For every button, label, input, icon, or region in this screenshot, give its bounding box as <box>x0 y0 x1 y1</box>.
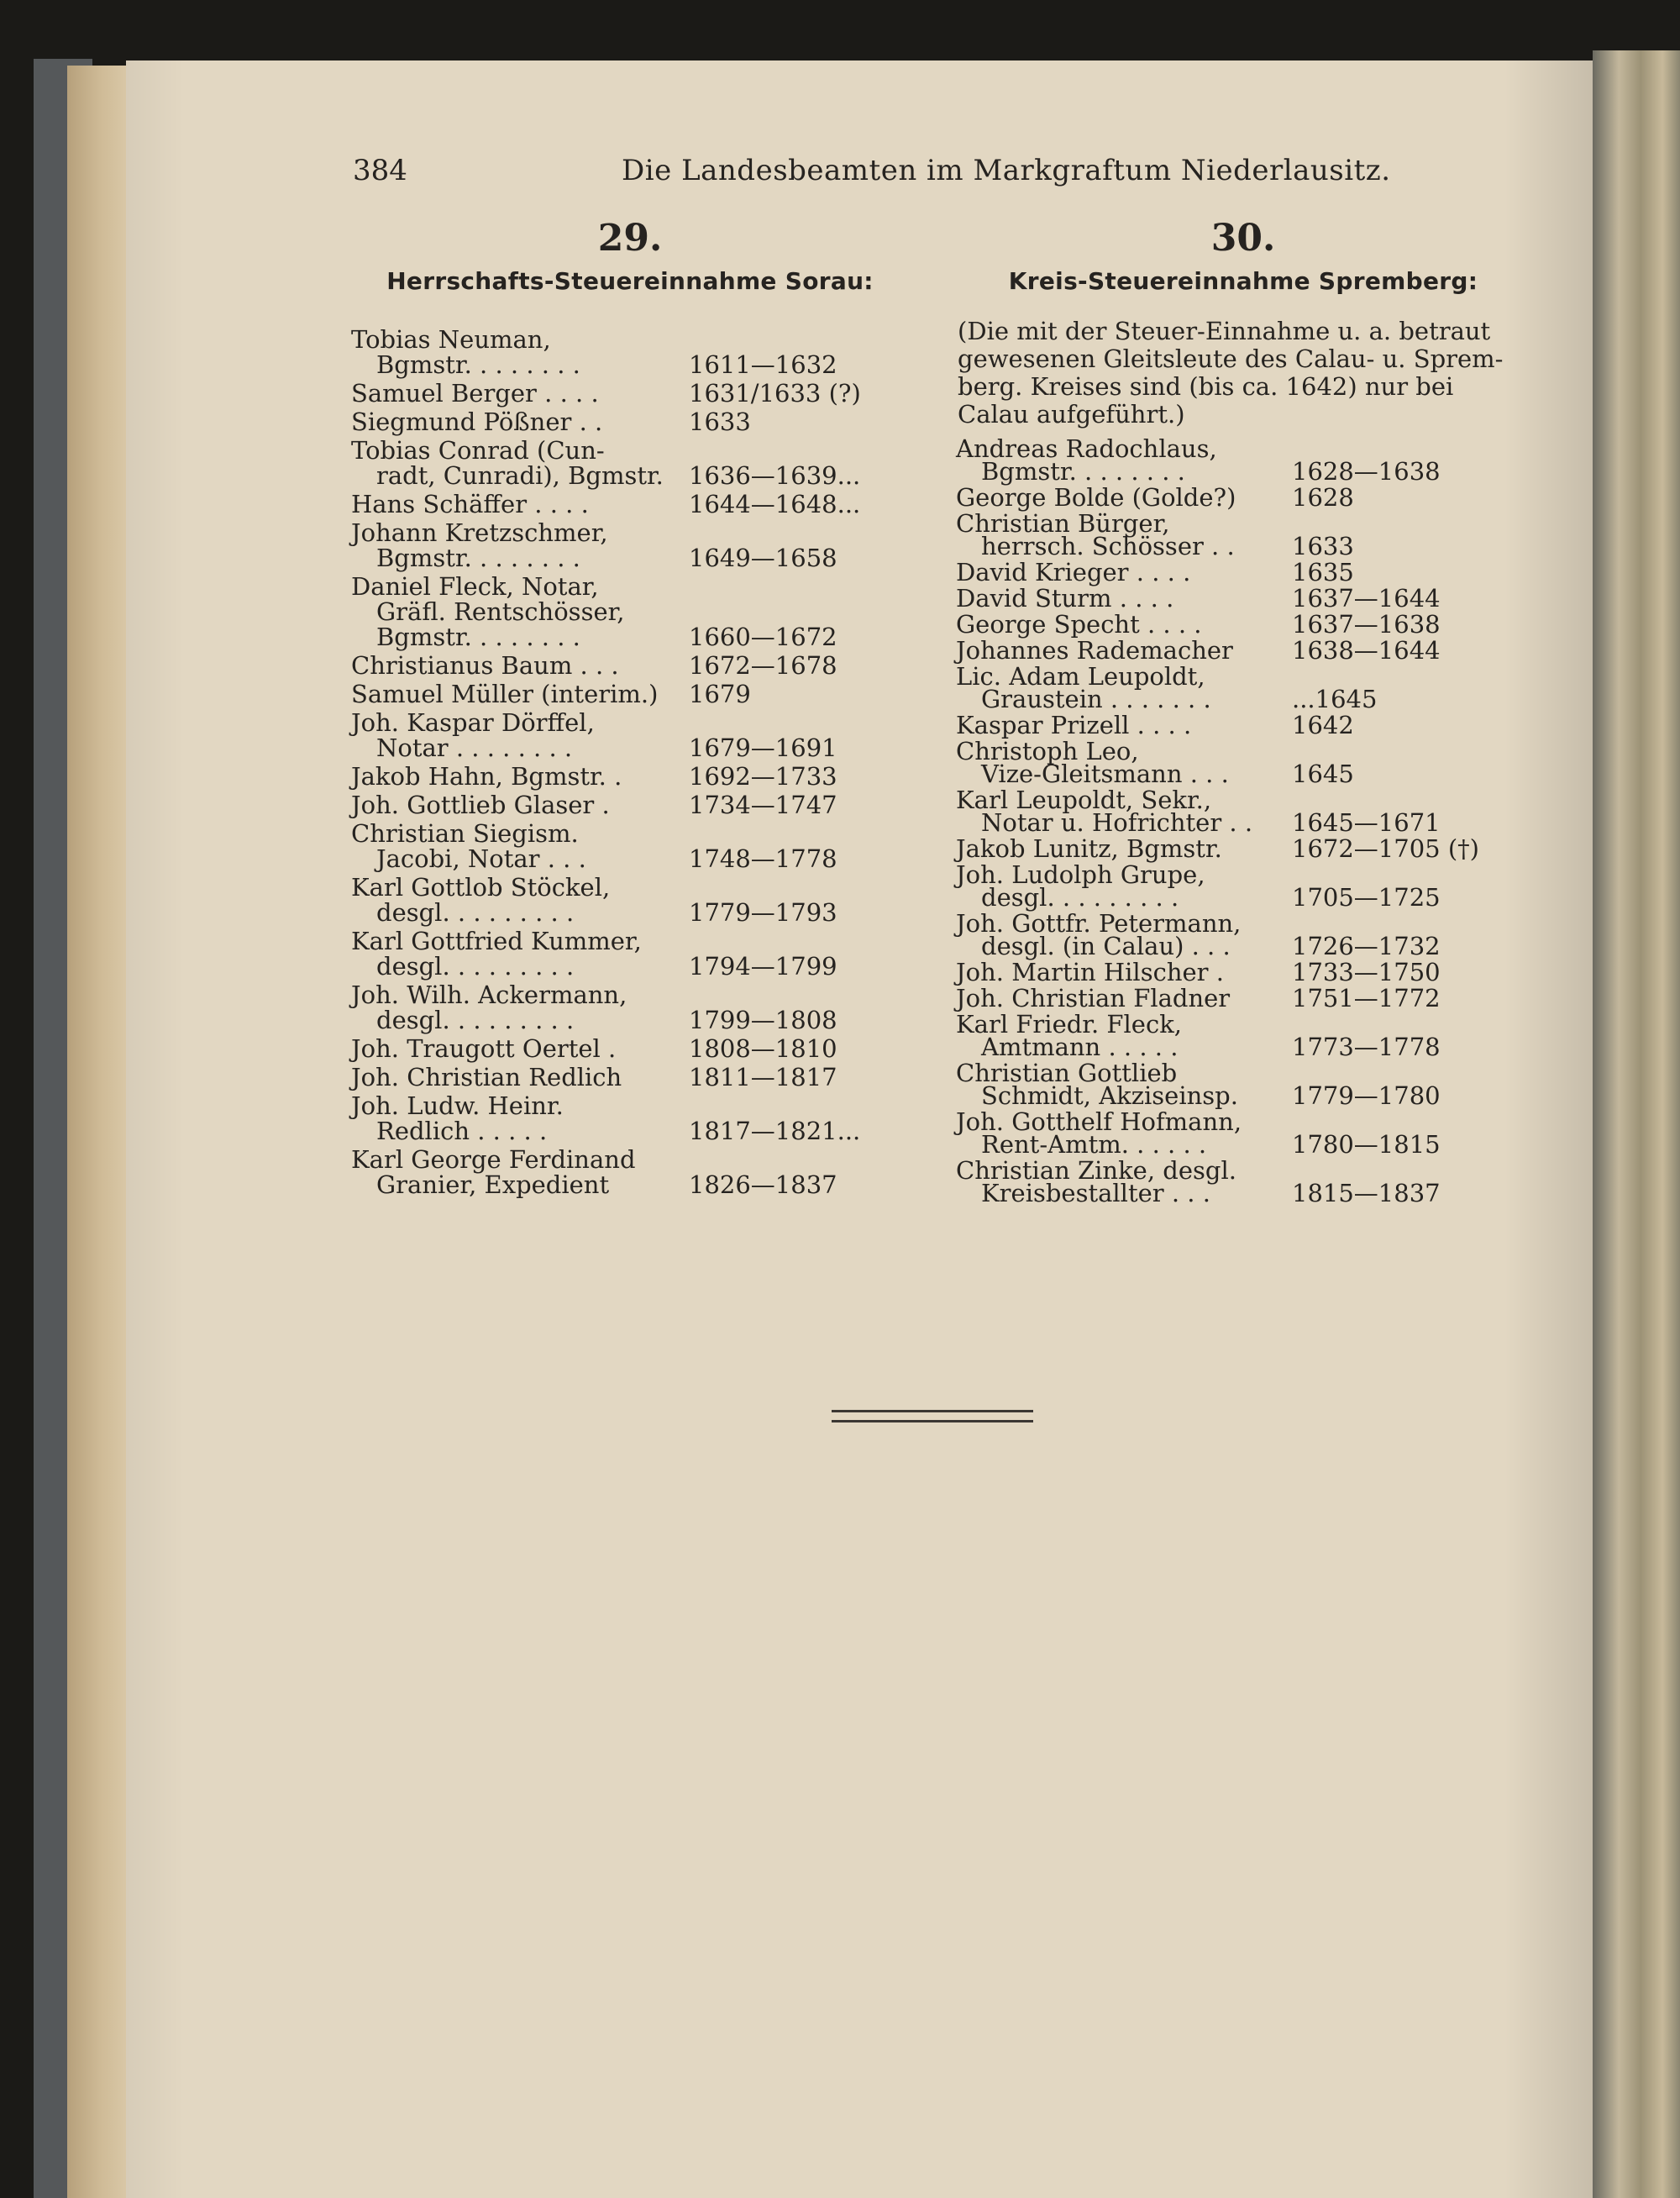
running-title: Die Landesbeamten im Markgraftum Niederlausitz. <box>622 154 1391 187</box>
entry-years: ...1645 <box>1292 685 1378 713</box>
entry-name: Joh. Gotthelf Hofmann, <box>956 1107 1242 1136</box>
entry-years: 1734—1747 <box>689 791 837 819</box>
entry-years: 1679 <box>689 680 751 708</box>
page-header <box>353 154 1588 196</box>
entry-years: 1633 <box>689 408 751 436</box>
entry-name-continuation: Bgmstr. . . . . . . . <box>376 623 580 651</box>
entry-name: Karl Friedr. Fleck, <box>956 1010 1183 1039</box>
entry-name-continuation: desgl. . . . . . . . . <box>981 883 1179 912</box>
entry-name-continuation: Redlich . . . . . <box>376 1117 548 1145</box>
entry-name-continuation: desgl. . . . . . . . . <box>376 1006 575 1034</box>
entry-name-continuation: Rent-Amtm. . . . . . <box>981 1130 1207 1159</box>
entry-name-continuation: desgl. . . . . . . . . <box>376 952 575 981</box>
note-line: Calau aufgeführt.) <box>958 400 1185 429</box>
entry-years: 1637—1638 <box>1292 610 1441 639</box>
entry-years: 1633 <box>1292 532 1354 560</box>
entry-name-continuation: desgl. . . . . . . . . <box>376 898 575 927</box>
entry-name: David Krieger . . . . <box>956 558 1191 586</box>
note-line: (Die mit der Steuer-Einnahme u. a. betraut <box>958 317 1491 345</box>
entry-name: Tobias Conrad (Cun- <box>351 436 605 465</box>
entry-years: 1642 <box>1292 711 1354 739</box>
entry-name: Christian Bürger, <box>956 509 1170 538</box>
entry-name-continuation: desgl. (in Calau) . . . <box>981 932 1231 960</box>
entry-name-continuation: Bgmstr. . . . . . . . <box>376 544 580 572</box>
note-line: gewesenen Gleitsleute des Calau- u. Sprem- <box>958 344 1504 373</box>
entry-years: 1611—1632 <box>689 350 837 379</box>
entry-years: 1660—1672 <box>689 623 837 651</box>
entry-name-continuation: Gräfl. Rentschösser, <box>376 597 625 626</box>
entry-years: 1779—1793 <box>689 898 837 927</box>
entry-name: Joh. Wilh. Ackermann, <box>351 981 627 1009</box>
entry-name: Joh. Martin Hilscher . <box>956 958 1224 986</box>
entry-name: Lic. Adam Leupoldt, <box>956 662 1205 691</box>
entry-name: Christoph Leo, <box>956 737 1139 765</box>
entry-name-continuation: Granier, Expedient <box>376 1170 610 1199</box>
section-title-sorau: Herrschafts-Steuereinnahme Sorau: <box>386 267 874 295</box>
entry-years: 1637—1644 <box>1292 584 1441 613</box>
next-page-strip <box>1593 50 1680 2198</box>
entry-years: 1679—1691 <box>689 734 837 762</box>
entry-name: Jakob Lunitz, Bgmstr. <box>956 834 1222 863</box>
entry-years: 1733—1750 <box>1292 958 1441 986</box>
entry-years: 1808—1810 <box>689 1034 837 1063</box>
entry-years: 1636—1639... <box>689 461 861 490</box>
entry-name: Tobias Neuman, <box>351 325 551 354</box>
entry-name: Johannes Rademacher <box>956 636 1233 665</box>
page-number: 384 <box>353 154 407 187</box>
entry-name: Jakob Hahn, Bgmstr. . <box>351 762 622 791</box>
entry-name-continuation: Kreisbestallter . . . <box>981 1179 1210 1207</box>
entry-years: 1811—1817 <box>689 1063 837 1091</box>
entry-years: 1817—1821... <box>689 1117 861 1145</box>
entry-name: Daniel Fleck, Notar, <box>351 572 599 601</box>
entry-years: 1645—1671 <box>1292 808 1441 837</box>
entry-years: 1672—1705 (†) <box>1292 834 1479 863</box>
entry-name: Johann Kretzschmer, <box>351 518 608 547</box>
entry-years: 1692—1733 <box>689 762 837 791</box>
entry-name: Joh. Ludw. Heinr. <box>351 1091 564 1120</box>
entry-name: Samuel Berger . . . . <box>351 379 599 408</box>
entry-years: 1748—1778 <box>689 844 837 873</box>
section-number-29: 29. <box>597 217 663 260</box>
entry-name-continuation: Bgmstr. . . . . . . . <box>376 350 580 379</box>
entry-name: Andreas Radochlaus, <box>956 434 1217 463</box>
section-divider <box>832 1410 1033 1422</box>
entry-name: George Specht . . . . <box>956 610 1202 639</box>
entry-years: 1773—1778 <box>1292 1033 1441 1061</box>
entry-years: 1631/1633 (?) <box>689 379 861 408</box>
entry-name: Joh. Gottlieb Glaser . <box>351 791 610 819</box>
entry-years: 1826—1837 <box>689 1170 837 1199</box>
entry-name-continuation: Jacobi, Notar . . . <box>376 844 586 873</box>
entry-name-continuation: Bgmstr. . . . . . . . <box>981 457 1185 486</box>
entry-name: Joh. Ludolph Grupe, <box>956 860 1205 889</box>
entry-years: 1635 <box>1292 558 1354 586</box>
entry-name: Karl George Ferdinand <box>351 1145 636 1174</box>
entry-name: Joh. Christian Redlich <box>351 1063 622 1091</box>
entry-name: Hans Schäffer . . . . <box>351 490 589 518</box>
entry-years: 1799—1808 <box>689 1006 837 1034</box>
entry-name: George Bolde (Golde?) <box>956 483 1236 512</box>
entry-name: Karl Gottfried Kummer, <box>351 927 642 955</box>
entry-name-continuation: Notar . . . . . . . . <box>376 734 573 762</box>
entry-name-continuation: Graustein . . . . . . . <box>981 685 1211 713</box>
entry-name-continuation: radt, Cunradi), Bgmstr. <box>376 461 664 490</box>
entry-name: Siegmund Pößner . . <box>351 408 603 436</box>
entry-years: 1644—1648... <box>689 490 861 518</box>
entry-name: Joh. Gottfr. Petermann, <box>956 909 1242 938</box>
entry-name: Joh. Kaspar Dörffel, <box>351 708 595 737</box>
entry-years: 1751—1772 <box>1292 984 1441 1012</box>
entry-years: 1638—1644 <box>1292 636 1441 665</box>
entry-name: David Sturm . . . . <box>956 584 1174 613</box>
entry-years: 1780—1815 <box>1292 1130 1441 1159</box>
section-title-spremberg: Kreis-Steuereinnahme Spremberg: <box>1008 267 1478 295</box>
entry-name-continuation: Notar u. Hofrichter . . <box>981 808 1253 837</box>
entry-name: Christianus Baum . . . <box>351 651 619 680</box>
entry-name-continuation: Amtmann . . . . . <box>981 1033 1179 1061</box>
entry-name-continuation: herrsch. Schösser . . <box>981 532 1235 560</box>
entry-name: Karl Gottlob Stöckel, <box>351 873 611 902</box>
entry-years: 1815—1837 <box>1292 1179 1441 1207</box>
entry-years: 1628—1638 <box>1292 457 1441 486</box>
entry-name: Joh. Traugott Oertel . <box>351 1034 617 1063</box>
entry-years: 1726—1732 <box>1292 932 1441 960</box>
spremberg-note <box>958 318 1520 429</box>
entry-years: 1672—1678 <box>689 651 837 680</box>
entry-years: 1779—1780 <box>1292 1081 1441 1110</box>
entry-name: Karl Leupoldt, Sekr., <box>956 786 1212 814</box>
entry-name: Kaspar Prizell . . . . <box>956 711 1192 739</box>
entry-years: 1645 <box>1292 760 1354 788</box>
note-line: berg. Kreises sind (bis ca. 1642) nur bei <box>958 372 1454 401</box>
entry-years: 1794—1799 <box>689 952 837 981</box>
entry-years: 1649—1658 <box>689 544 837 572</box>
entry-years: 1705—1725 <box>1292 883 1441 912</box>
entry-name: Christian Zinke, desgl. <box>956 1156 1236 1185</box>
entry-name-continuation: Vize-Gleitsmann . . . <box>981 760 1229 788</box>
entry-name: Christian Gottlieb <box>956 1059 1178 1087</box>
entry-name: Joh. Christian Fladner <box>956 984 1231 1012</box>
section-number-30: 30. <box>1210 217 1276 260</box>
entry-name: Christian Siegism. <box>351 819 579 848</box>
entry-years: 1628 <box>1292 483 1354 512</box>
entry-name-continuation: Schmidt, Akziseinsp. <box>981 1081 1238 1110</box>
entry-name: Samuel Müller (interim.) <box>351 680 659 708</box>
